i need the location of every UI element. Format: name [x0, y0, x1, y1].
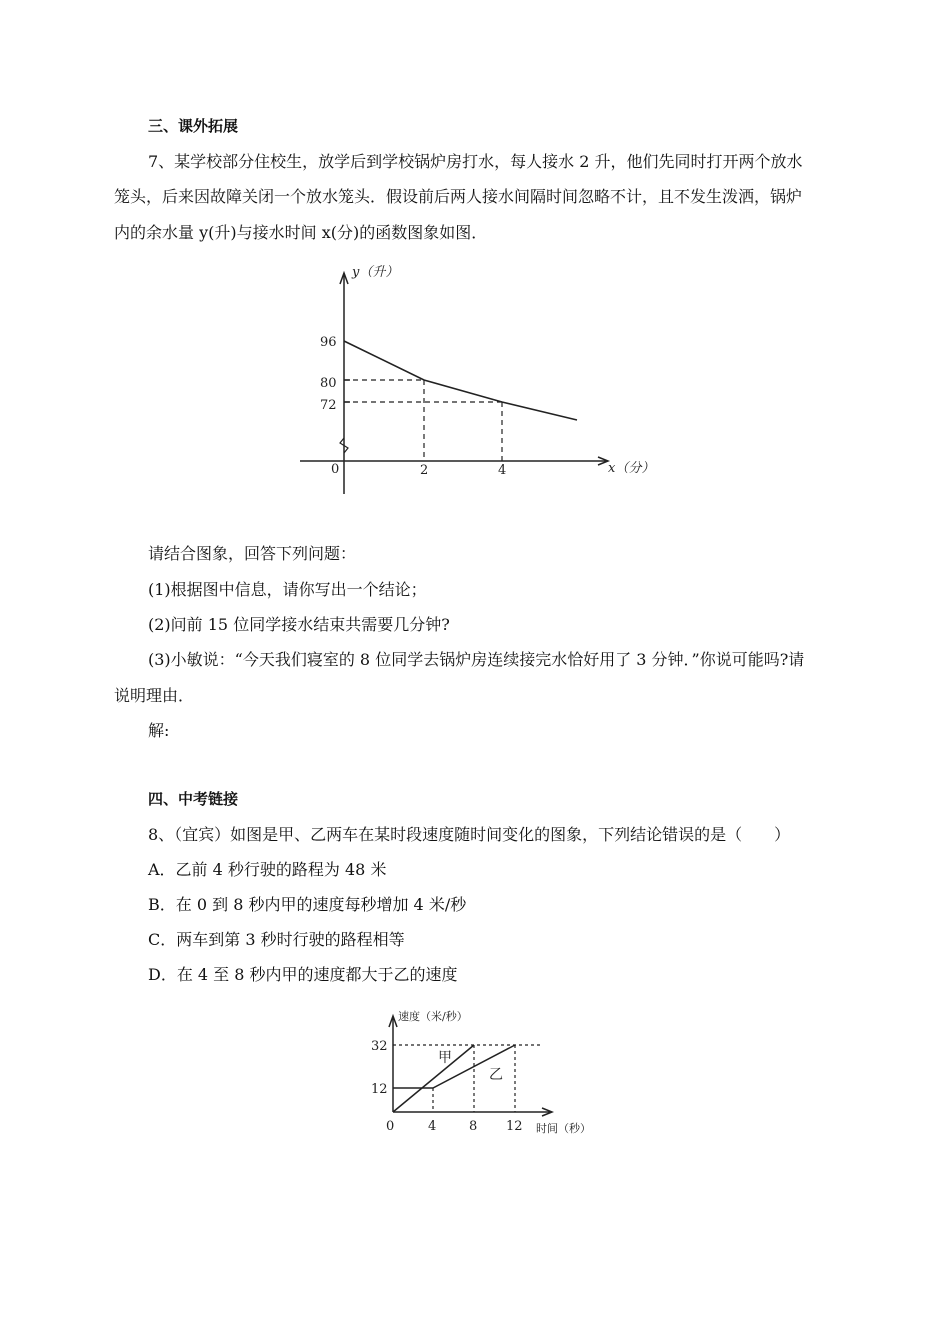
x-tick-4: 4 [498, 463, 507, 478]
origin-label: 0 [386, 1119, 395, 1134]
q7-sub3-line-1: (3)小敏说：“今天我们寝室的 8 位同学去锅炉房连续接完水恰好用了 3 分钟．”你说可能吗?请 [148, 650, 805, 669]
q8-stem: 8、（宜宾）如图是甲、乙两车在某时段速度随时间变化的图象，下列结论错误的是（ ） [148, 825, 791, 844]
q7-sub2: (2)问前 15 位同学接水结束共需要几分钟? [148, 615, 450, 634]
origin-label: 0 [331, 462, 340, 477]
x-axis-label: x（分） [608, 461, 655, 476]
x-axis-label: 时间（秒） [536, 1122, 591, 1135]
answer-label: 解: [148, 721, 170, 740]
water-graph [290, 255, 680, 505]
q7-line-1: 7、某学校部分住校生，放学后到学校锅炉房打水，每人接水 2 升，他们先同时打开两个放水 [148, 152, 803, 171]
x-tick-4: 4 [428, 1119, 437, 1134]
y-tick-72: 72 [320, 398, 337, 413]
q8-option-d: D．在 4 至 8 秒内甲的速度都大于乙的速度 [148, 965, 458, 984]
q7-line-3: 内的余水量 y(升)与接水时间 x(分)的函数图象如图． [114, 223, 488, 242]
x-tick-8: 8 [469, 1119, 478, 1134]
y-tick-96: 96 [320, 335, 337, 350]
q7-sub1: (1)根据图中信息，请你写出一个结论； [148, 580, 427, 599]
section4-heading: 四、中考链接 [148, 790, 239, 808]
label-yi: 乙 [489, 1067, 503, 1083]
water-line [344, 341, 577, 420]
q7-sub3-line-2: 说明理由． [114, 686, 195, 705]
q8-option-b: B．在 0 到 8 秒内甲的速度每秒增加 4 米/秒 [148, 895, 467, 914]
y-tick-32: 32 [371, 1039, 388, 1054]
y-tick-80: 80 [320, 376, 337, 391]
y-axis-label: y（升） [352, 265, 399, 280]
q7-line-2: 笼头，后来因故障关闭一个放水笼头．假设前后两人接水间隔时间忽略不计，且不发生泼洒，锅炉 [114, 187, 803, 206]
label-jia: 甲 [438, 1050, 452, 1066]
q8-option-a: A．乙前 4 秒行驶的路程为 48 米 [148, 860, 387, 879]
y-axis-label: 速度（米/秒） [398, 1010, 468, 1023]
q8-option-c: C．两车到第 3 秒时行驶的路程相等 [148, 930, 405, 949]
section3-heading: 三、课外拓展 [148, 117, 239, 135]
y-tick-12: 12 [371, 1082, 388, 1097]
x-tick-12: 12 [506, 1119, 523, 1134]
speed-graph [360, 1000, 610, 1145]
q7-prompt: 请结合图象，回答下列问题： [148, 544, 357, 563]
x-tick-2: 2 [420, 463, 429, 478]
